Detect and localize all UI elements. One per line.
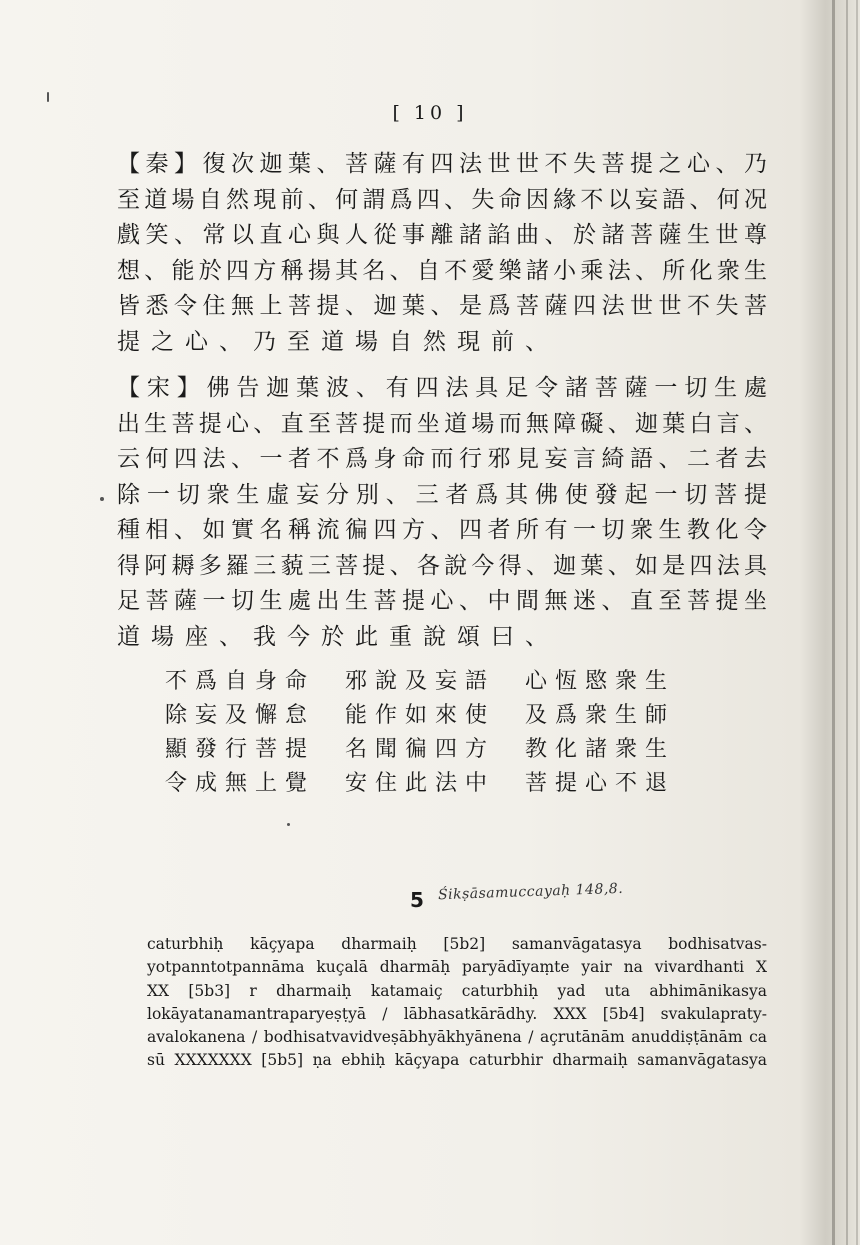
verse-phrase: 名聞徧四方	[345, 737, 496, 762]
verse-phrase: 令成無上覺	[165, 771, 316, 796]
verse-phrase: 邪說及妄語	[345, 669, 496, 694]
text-line: 皆悉令住無上菩提、迦葉、是爲菩薩四法世世不失菩	[117, 293, 767, 319]
sanskrit-transliteration	[147, 933, 767, 1073]
scan-speck	[100, 497, 104, 501]
text-line: 至道場自然現前、何謂爲四、失命因緣不以妄語、何况	[117, 186, 767, 213]
text-line: 道場座、我今於此重說頌曰、	[117, 623, 559, 650]
binding-edge-shadow	[832, 0, 835, 1245]
text-line: caturbhiḥ kāçyapa dharmaiḥ [5b2] samanvāgatasya bodhisatvas-	[147, 935, 767, 953]
binding-edge-shadow	[856, 0, 858, 1245]
verse-phrase: 安住此法中	[345, 771, 496, 796]
text-line: 提之心、乃至道場自然現前、	[117, 328, 559, 355]
verse-line	[165, 767, 705, 801]
verse-phrase: 不爲自身命	[165, 669, 316, 694]
verse-phrase: 菩提心不退	[525, 771, 676, 796]
verse-block	[165, 665, 705, 801]
verse-phrase: 除妄及懈怠	[165, 703, 316, 728]
scan-speck	[287, 823, 290, 826]
text-line: 種相、如實名稱流徧四方、四者所有一切衆生教化令	[117, 517, 767, 543]
handwritten-reference-note: Śikṣāsamuccayaḥ 148,8.	[437, 880, 624, 904]
verse-line	[165, 733, 705, 767]
text-line: avalokanena / bodhisatvavidveṣābhyākhyānena / açrutānām anuddiṣṭānām ca	[147, 1028, 767, 1047]
text-line: yotpanntotpannāma kuçalā dharmāḥ paryādīyaṃte yair na vivardhanti X	[147, 958, 767, 977]
chinese-paragraph-song	[117, 371, 767, 655]
text-line: 得阿耨多羅三藐三菩提、各說今得、迦葉、如是四法具	[117, 552, 767, 579]
page-number: [ 10 ]	[392, 102, 468, 124]
text-line: 除一切衆生虛妄分別、三者爲其佛使發起一切菩提	[117, 481, 767, 508]
text-line: 云何四法、一者不爲身命而行邪見妄言綺語、二者去	[117, 446, 767, 472]
section-number: 5	[410, 888, 424, 912]
verse-line	[165, 665, 705, 699]
text-line: 足菩薩一切生處出生菩提心、中間無迷、直至菩提坐	[117, 588, 767, 614]
text-line: lokāyatanamantraparyeṣṭyā / lābhasatkārādhy. XXX [5b4] svakulapraty-	[147, 1004, 767, 1023]
text-line: 戲笑、常以直心與人從事離諸諂曲、於諸菩薩生世尊	[117, 222, 767, 248]
text-line: 【宋】佛告迦葉波、有四法具足令諸菩薩一切生處	[117, 375, 767, 401]
text-line: 【秦】復次迦葉、菩薩有四法世世不失菩提之心、乃	[117, 151, 767, 177]
scan-speck	[47, 92, 49, 102]
verse-phrase: 教化諸衆生	[525, 737, 676, 762]
text-line: XX [5b3] r dharmaiḥ katamaiç caturbhiḥ yad uta abhimānikasya	[147, 981, 767, 1000]
verse-line	[165, 699, 705, 733]
verse-phrase: 能作如來使	[345, 703, 496, 728]
binding-edge-shadow	[846, 0, 848, 1245]
verse-phrase: 顯發行菩提	[165, 737, 316, 762]
verse-phrase: 及爲衆生師	[525, 703, 676, 728]
text-line: sū XXXXXXX [5b5] ṇa ebhiḥ kāçyapa caturbhir dharmaiḥ samanvāgatasya	[147, 1051, 767, 1070]
text-line: 出生菩提心、直至菩提而坐道場而無障礙、迦葉白言、	[117, 410, 767, 437]
verse-phrase: 心恆愍衆生	[525, 669, 676, 694]
text-line: 想、能於四方稱揚其名、自不愛樂諸小乘法、所化衆生	[117, 257, 767, 284]
chinese-paragraph-qin	[117, 147, 767, 360]
